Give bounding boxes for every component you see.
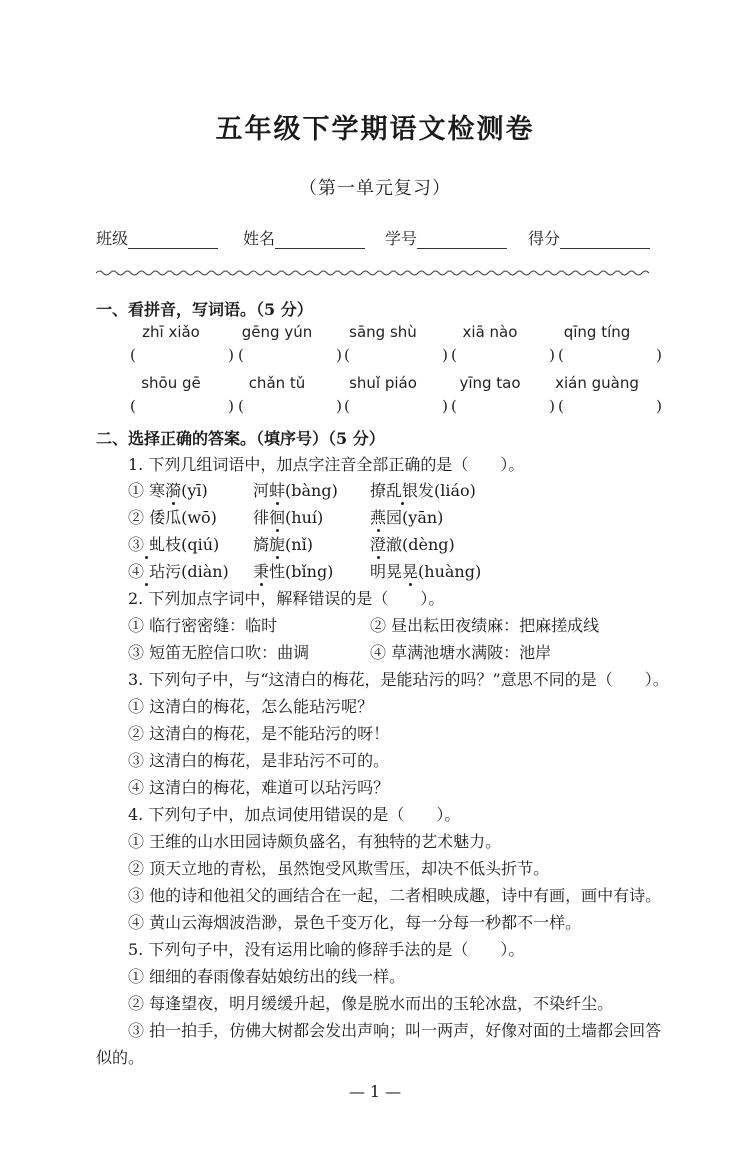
class-field[interactable] (96, 226, 218, 249)
option: 撩乱银发(liáo) (370, 481, 476, 500)
option[interactable]: ② 倭瓜(wō) (128, 508, 217, 527)
option[interactable]: ④ 草满池塘水满陂：池岸 (370, 643, 552, 662)
section2-heading: 二、选择正确的答案。（填序号）（5 分） (96, 429, 385, 448)
pinyin: xiā nào (462, 323, 518, 341)
option[interactable]: ① 寒漪(yī) (128, 481, 208, 500)
option[interactable]: ① 王维的山水田园诗颇负盛名，有独特的艺术魅力。 (128, 832, 502, 851)
pinyin: yīng tao (459, 374, 521, 392)
option[interactable]: ③ 虬枝(qiú) (128, 535, 220, 554)
pinyin: qīng tíng (563, 323, 631, 341)
pinyin: chǎn tǔ (248, 374, 306, 392)
number-blank[interactable] (417, 230, 507, 249)
option[interactable]: ④ 这清白的梅花，难道可以玷污吗？ (128, 778, 390, 797)
option[interactable]: ③ 拍一拍手，仿佛大树都会发出声响；叫一两声，好像对面的土墙都会回答 (128, 1021, 662, 1040)
option: 秉性(bǐng) (253, 562, 334, 581)
question-stem: 5. 下列句子中，没有运用比喻的修辞手法的是（ ）。 (128, 940, 525, 959)
question-stem: 3. 下列句子中，与“这清白的梅花，是能玷污的吗？”意思不同的是（ ）。 (128, 670, 669, 689)
score-blank[interactable] (560, 230, 650, 249)
option[interactable]: ① 这清白的梅花，怎么能玷污呢？ (128, 697, 374, 716)
option: 明晃晃(huàng) (370, 562, 482, 581)
option: 澄澈(dèng) (370, 535, 455, 554)
option[interactable]: ② 昼出耘田夜绩麻：把麻搓成线 (370, 616, 600, 635)
pinyin: xián guàng (555, 374, 639, 392)
pinyin: shuǐ piáo (349, 374, 417, 392)
option[interactable]: ① 临行密密缝：临时 (128, 616, 278, 635)
score-label: 得分 (528, 229, 561, 248)
pinyin: sāng shù (349, 323, 417, 341)
option-continuation: 似的。 (96, 1048, 145, 1067)
question-stem: 4. 下列句子中，加点词使用错误的是（ ）。 (128, 805, 461, 824)
option: 燕园(yān) (370, 508, 444, 527)
wavy-divider (96, 268, 652, 278)
option[interactable]: ② 每逢望夜，明月缓缓升起，像是脱水而出的玉轮冰盘，不染纤尘。 (128, 994, 614, 1013)
option[interactable]: ④ 玷污(diàn) (128, 562, 229, 581)
name-field[interactable] (243, 226, 365, 249)
name-blank[interactable] (275, 230, 365, 249)
option[interactable]: ① 细细的春雨像春姑娘纺出的线一样。 (128, 967, 406, 986)
page-number: — 1 — (348, 1082, 402, 1101)
question-stem: 2. 下列加点字词中，解释错误的是（ ）。 (128, 589, 445, 608)
page-title: 五年级下学期语文检测卷 (215, 114, 535, 145)
class-blank[interactable] (128, 230, 218, 249)
page-subtitle: （第一单元复习） (299, 178, 451, 199)
section1-heading: 一、看拼音，写词语。（5 分） (96, 300, 313, 319)
option[interactable]: ② 这清白的梅花，是不能玷污的呀！ (128, 724, 390, 743)
option[interactable]: ③ 他的诗和他祖父的画结合在一起，二者相映成趣，诗中有画，画中有诗。 (128, 886, 662, 905)
option: 河蚌(bàng) (253, 481, 338, 500)
score-field[interactable] (528, 226, 650, 249)
number-field[interactable] (385, 226, 507, 249)
class-label: 班级 (96, 229, 129, 248)
option[interactable]: ② 顶天立地的青松，虽然饱受风欺雪压，却决不低头折节。 (128, 859, 550, 878)
option: 徘徊(huí) (253, 508, 324, 527)
pinyin: shōu gē (141, 374, 201, 392)
option[interactable]: ③ 短笛无腔信口吹：曲调 (128, 643, 310, 662)
name-label: 姓名 (243, 229, 276, 248)
question-stem: 1. 下列几组词语中，加点字注音全部正确的是（ ）。 (128, 455, 525, 474)
pinyin: zhī xiǎo (142, 323, 200, 341)
option: 旖旎(nǐ) (253, 535, 313, 554)
number-label: 学号 (385, 229, 418, 248)
pinyin: gēng yún (241, 323, 313, 341)
option[interactable]: ③ 这清白的梅花，是非玷污不可的。 (128, 751, 390, 770)
option[interactable]: ④ 黄山云海烟波浩渺，景色千变万化，每一分每一秒都不一样。 (128, 913, 582, 932)
